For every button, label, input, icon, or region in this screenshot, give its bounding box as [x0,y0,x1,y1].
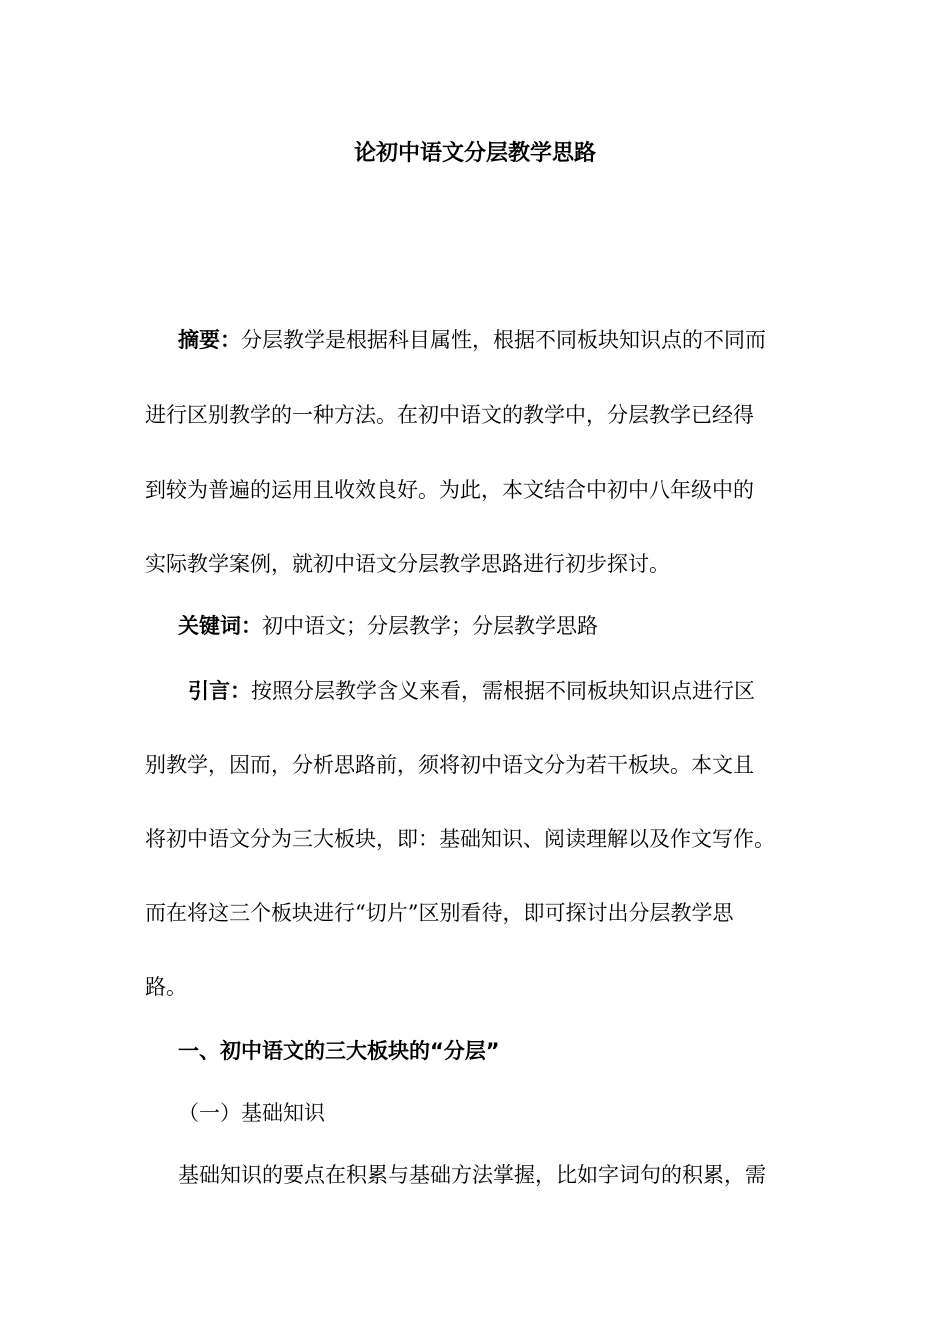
keywords-line [178,611,598,641]
abstract-line-1 [178,325,766,355]
intro-label: 引言： [188,679,251,703]
intro-line-3: 将初中语文分为三大板块，即：基础知识、阅读理解以及作文写作。 [145,827,775,851]
intro-text: 按照分层教学含义来看，需根据不同板块知识点进行区 [251,679,755,703]
keywords-label: 关键词： [178,614,262,638]
intro-line-4: 而在将这三个板块进行“切片”区别看待，即可探讨出分层教学思 [145,901,734,925]
intro-line-1 [188,676,755,706]
keywords-text: 初中语文；分层教学；分层教学思路 [262,614,598,638]
abstract-line-4: 实际教学案例，就初中语文分层教学思路进行初步探讨。 [145,552,670,576]
abstract-line-2: 进行区别教学的一种方法。在初中语文的教学中，分层教学已经得 [145,403,754,427]
subsection-heading: （一）基础知识 [178,1101,325,1125]
abstract-label: 摘要： [178,328,241,352]
intro-line-5: 路。 [145,975,187,999]
document-title: 论初中语文分层教学思路 [353,141,596,166]
abstract-text: 分层教学是根据科目属性，根据不同板块知识点的不同而 [241,328,766,352]
abstract-line-3: 到较为普遍的运用且收效良好。为此，本文结合中初中八年级中的 [145,478,754,502]
intro-line-2: 别教学，因而，分析思路前，须将初中语文分为若干板块。本文且 [145,753,754,777]
section-body-line-1: 基础知识的要点在积累与基础方法掌握，比如字词句的积累，需 [178,1163,766,1187]
section-heading: 一、初中语文的三大板块的“分层” [178,1039,500,1063]
